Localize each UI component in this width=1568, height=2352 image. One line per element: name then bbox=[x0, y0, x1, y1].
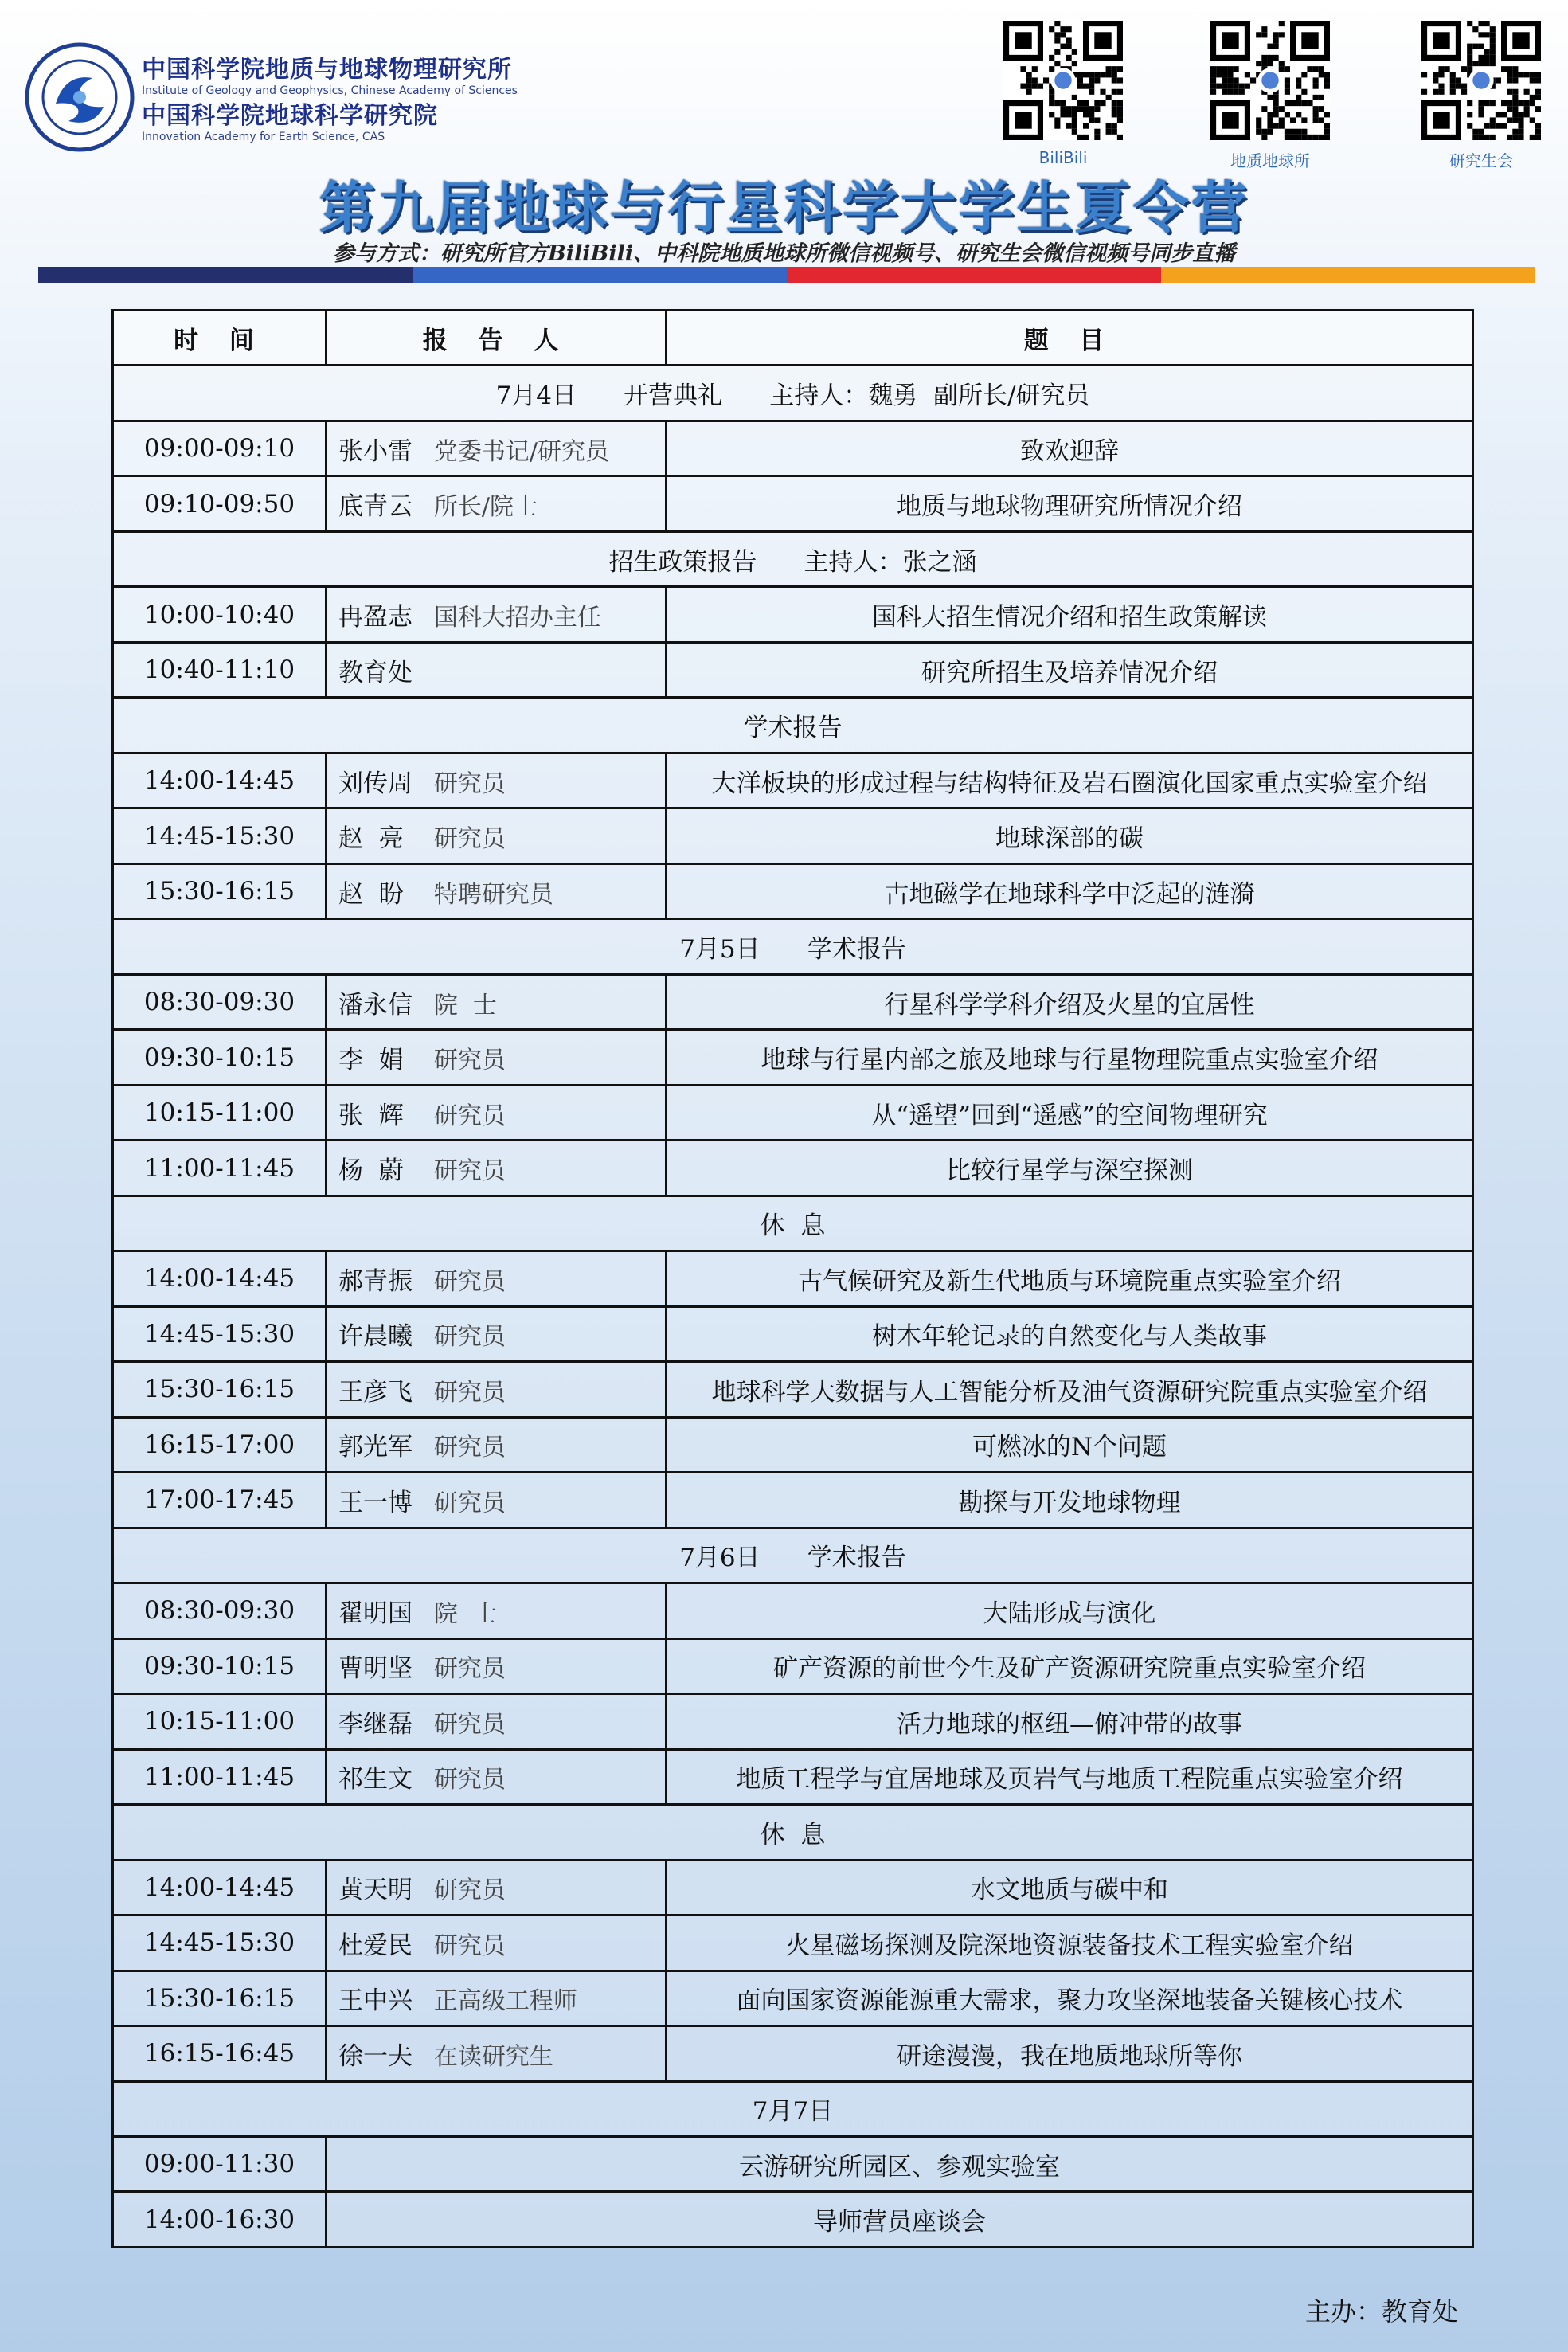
topic-cell: 活力地球的枢纽—俯冲带的故事 bbox=[667, 1694, 1473, 1749]
speaker-cell bbox=[327, 476, 667, 531]
section-row bbox=[113, 531, 1473, 586]
speaker-title: 所长/院士 bbox=[433, 493, 538, 522]
time-cell: 14:45-15:30 bbox=[113, 1916, 327, 1970]
table-row bbox=[113, 1970, 1473, 2025]
institute-2-name-en: Innovation Academy for Earth Science, CAS bbox=[142, 131, 385, 143]
speaker-cell bbox=[327, 2026, 667, 2081]
speaker-cell bbox=[327, 1473, 667, 1528]
section-row bbox=[113, 366, 1473, 421]
section-title: 休 息 bbox=[113, 1805, 1473, 1860]
time-cell: 15:30-16:15 bbox=[113, 1970, 327, 2025]
speaker-name: 李 娟 bbox=[338, 1046, 404, 1075]
time-cell: 14:00-14:45 bbox=[113, 1860, 327, 1915]
section-title: 7月5日 学术报告 bbox=[113, 919, 1473, 974]
speaker-title: 研究员 bbox=[433, 1378, 506, 1407]
speaker-name: 李继磊 bbox=[338, 1709, 413, 1739]
section-title: 招生政策报告 主持人：张之涵 bbox=[113, 531, 1473, 586]
table-row bbox=[113, 2136, 1473, 2191]
topic-cell: 研途漫漫，我在地质地球所等你 bbox=[667, 2026, 1473, 2081]
speaker-cell bbox=[327, 1141, 667, 1196]
table-row bbox=[113, 1583, 1473, 1638]
topic-cell: 可燃冰的N个问题 bbox=[667, 1417, 1473, 1472]
topic-cell: 古地磁学在地球科学中泛起的涟漪 bbox=[667, 863, 1473, 918]
time-cell: 09:30-10:15 bbox=[113, 1030, 327, 1085]
speaker-name: 王中兴 bbox=[338, 1986, 413, 2016]
section-row bbox=[113, 1805, 1473, 1860]
speaker-cell bbox=[327, 421, 667, 475]
topic-cell: 地球科学大数据与人工智能分析及油气资源研究院重点实验室介绍 bbox=[667, 1362, 1473, 1417]
time-cell: 10:00-10:40 bbox=[113, 587, 327, 642]
time-cell: 10:15-11:00 bbox=[113, 1694, 327, 1749]
student-union-qr-code-icon[interactable] bbox=[1421, 21, 1541, 140]
speaker-cell bbox=[327, 808, 667, 863]
speaker-title: 研究员 bbox=[433, 1157, 506, 1185]
wechat-channel-qr-code-icon[interactable] bbox=[1210, 21, 1330, 140]
speaker-name: 潘永信 bbox=[338, 990, 413, 1019]
speaker-cell bbox=[327, 1749, 667, 1804]
speaker-name: 杜爱民 bbox=[338, 1931, 413, 1960]
speaker-name: 赵 亮 bbox=[338, 824, 404, 854]
table-row bbox=[113, 642, 1473, 697]
speaker-title: 研究员 bbox=[433, 1766, 506, 1794]
speaker-cell bbox=[327, 1583, 667, 1638]
topic-cell: 火星磁场探测及院深地资源装备技术工程实验室介绍 bbox=[667, 1916, 1473, 1970]
table-row bbox=[113, 808, 1473, 863]
topic-cell: 水文地质与碳中和 bbox=[667, 1860, 1473, 1915]
topic-cell: 矿产资源的前世今生及矿产资源研究院重点实验室介绍 bbox=[667, 1638, 1473, 1693]
speaker-name: 许晨曦 bbox=[338, 1322, 413, 1352]
topic-cell: 勘探与开发地球物理 bbox=[667, 1473, 1473, 1528]
table-row bbox=[113, 2026, 1473, 2081]
section-row bbox=[113, 1528, 1473, 1583]
speaker-name: 黄天明 bbox=[338, 1876, 413, 1905]
speaker-cell bbox=[327, 1417, 667, 1472]
student-union-qr-label: 研究生会 bbox=[1449, 151, 1513, 170]
speaker-cell bbox=[327, 1860, 667, 1915]
speaker-cell bbox=[327, 642, 667, 697]
time-cell: 14:00-14:45 bbox=[113, 753, 327, 808]
section-row bbox=[113, 919, 1473, 974]
time-cell: 09:30-10:15 bbox=[113, 1638, 327, 1693]
topic-cell: 国科大招生情况介绍和招生政策解读 bbox=[667, 587, 1473, 642]
time-cell: 14:00-16:30 bbox=[113, 2192, 327, 2248]
speaker-name: 杨 蔚 bbox=[338, 1156, 404, 1185]
time-cell: 09:00-11:30 bbox=[113, 2136, 327, 2191]
speaker-title: 研究员 bbox=[433, 1102, 506, 1130]
time-cell: 10:15-11:00 bbox=[113, 1085, 327, 1140]
speaker-name: 张 辉 bbox=[338, 1101, 404, 1130]
table-row bbox=[113, 1638, 1473, 1693]
header-topic: 题 目 bbox=[667, 311, 1473, 366]
institute-1-name-cn: 中国科学院地质与地球物理研究所 bbox=[142, 56, 512, 84]
time-cell: 15:30-16:15 bbox=[113, 1362, 327, 1417]
time-cell: 10:40-11:10 bbox=[113, 642, 327, 697]
time-cell: 16:15-17:00 bbox=[113, 1417, 327, 1472]
speaker-cell bbox=[327, 1251, 667, 1306]
institute-1 bbox=[142, 49, 518, 97]
table-row bbox=[113, 1749, 1473, 1804]
topic-cell: 云游研究所园区、参观实验室 bbox=[327, 2136, 1473, 2191]
speaker-cell bbox=[327, 753, 667, 808]
speaker-name: 王彦飞 bbox=[338, 1377, 413, 1407]
table-row bbox=[113, 1251, 1473, 1306]
bilibili-qr-label: BiliBili bbox=[1038, 148, 1088, 167]
speaker-name: 王一博 bbox=[338, 1488, 413, 1517]
topic-cell: 地球深部的碳 bbox=[667, 808, 1473, 863]
speaker-name: 底青云 bbox=[338, 492, 413, 522]
speaker-cell bbox=[327, 1362, 667, 1417]
speaker-name: 翟明国 bbox=[338, 1599, 413, 1628]
speaker-title: 在读研究生 bbox=[433, 2042, 553, 2071]
speaker-title: 国科大招办主任 bbox=[433, 604, 601, 632]
time-cell: 08:30-09:30 bbox=[113, 1583, 327, 1638]
page-subtitle: 参与方式：研究所官方BiliBili、中科院地质地球所微信视频号、研究生会微信视频号同步直播 bbox=[332, 241, 1236, 266]
section-title: 7月6日 学术报告 bbox=[113, 1528, 1473, 1583]
speaker-title: 党委书记/研究员 bbox=[433, 437, 609, 466]
color-bar-segment bbox=[413, 267, 787, 283]
topic-cell: 大洋板块的形成过程与结构特征及岩石圈演化国家重点实验室介绍 bbox=[667, 753, 1473, 808]
topic-cell: 研究所招生及培养情况介绍 bbox=[667, 642, 1473, 697]
section-title: 休 息 bbox=[113, 1196, 1473, 1250]
section-title: 学术报告 bbox=[113, 698, 1473, 753]
topic-cell: 行星科学学科介绍及火星的宜居性 bbox=[667, 974, 1473, 1029]
speaker-name: 郭光军 bbox=[338, 1433, 413, 1462]
speaker-title: 研究员 bbox=[433, 1655, 506, 1684]
table-row bbox=[113, 587, 1473, 642]
speaker-title: 研究员 bbox=[433, 1434, 506, 1462]
speaker-name: 曹明坚 bbox=[338, 1654, 413, 1684]
table-row bbox=[113, 974, 1473, 1029]
topic-cell: 面向国家资源能源重大需求，聚力攻坚深地装备关键核心技术 bbox=[667, 1970, 1473, 2025]
speaker-cell bbox=[327, 587, 667, 642]
speaker-name: 刘传周 bbox=[338, 769, 413, 798]
speaker-title: 院 士 bbox=[433, 991, 497, 1019]
topic-cell: 地质与地球物理研究所情况介绍 bbox=[667, 476, 1473, 531]
speaker-title: 研究员 bbox=[433, 1323, 506, 1352]
speaker-title: 研究员 bbox=[433, 1877, 506, 1905]
speaker-cell bbox=[327, 863, 667, 918]
speaker-name: 徐一夫 bbox=[338, 2041, 413, 2071]
section-title: 7月4日 开营典礼 主持人：魏勇 副所长/研究员 bbox=[113, 366, 1473, 421]
table-row bbox=[113, 1694, 1473, 1749]
table-row bbox=[113, 1030, 1473, 1085]
time-cell: 14:00-14:45 bbox=[113, 1251, 327, 1306]
topic-cell: 地质工程学与宜居地球及页岩气与地质工程院重点实验室介绍 bbox=[667, 1749, 1473, 1804]
table-row bbox=[113, 1860, 1473, 1915]
topic-cell: 大陆形成与演化 bbox=[667, 1583, 1473, 1638]
page-title: 第九届地球与行星科学大学生夏令营 bbox=[319, 175, 1249, 241]
time-cell: 11:00-11:45 bbox=[113, 1141, 327, 1196]
table-row bbox=[113, 1473, 1473, 1528]
table-row bbox=[113, 1362, 1473, 1417]
speaker-name: 郝青振 bbox=[338, 1266, 413, 1296]
topic-cell: 古气候研究及新生代地质与环境院重点实验室介绍 bbox=[667, 1251, 1473, 1306]
time-cell: 15:30-16:15 bbox=[113, 863, 327, 918]
organizer: 主办：教育处 bbox=[1304, 2296, 1458, 2327]
section-row bbox=[113, 2081, 1473, 2136]
schedule-table bbox=[111, 309, 1474, 2248]
table-row bbox=[113, 2192, 1473, 2248]
speaker-cell bbox=[327, 1916, 667, 1970]
speaker-name: 教育处 bbox=[338, 658, 413, 687]
topic-cell: 地球与行星内部之旅及地球与行星物理院重点实验室介绍 bbox=[667, 1030, 1473, 1085]
speaker-title: 研究员 bbox=[433, 825, 506, 854]
table-row bbox=[113, 1141, 1473, 1196]
table-row bbox=[113, 421, 1473, 475]
bilibili-qr-code-icon[interactable] bbox=[1003, 21, 1123, 140]
topic-cell: 树木年轮记录的自然变化与人类故事 bbox=[667, 1306, 1473, 1361]
time-cell: 09:00-09:10 bbox=[113, 421, 327, 475]
header-speaker: 报 告 人 bbox=[327, 311, 667, 366]
table-row bbox=[113, 863, 1473, 918]
section-row bbox=[113, 698, 1473, 753]
table-row bbox=[113, 476, 1473, 531]
section-title: 7月7日 bbox=[113, 2081, 1473, 2136]
table-header-row bbox=[113, 311, 1473, 366]
time-cell: 14:45-15:30 bbox=[113, 1306, 327, 1361]
speaker-title: 研究员 bbox=[433, 1710, 506, 1739]
color-bar-segment bbox=[38, 267, 413, 283]
speaker-name: 祁生文 bbox=[338, 1765, 413, 1794]
wechat-channel-qr-label: 地质地球所 bbox=[1230, 151, 1310, 170]
speaker-cell bbox=[327, 1970, 667, 2025]
institute-1-name-en: Institute of Geology and Geophysics, Chinese Academy of Sciences bbox=[142, 84, 518, 97]
topic-cell: 致欢迎辞 bbox=[667, 421, 1473, 475]
speaker-cell bbox=[327, 974, 667, 1029]
time-cell: 16:15-16:45 bbox=[113, 2026, 327, 2081]
table-row bbox=[113, 1306, 1473, 1361]
table-row bbox=[113, 1916, 1473, 1970]
speaker-title: 研究员 bbox=[433, 769, 506, 798]
time-cell: 14:45-15:30 bbox=[113, 808, 327, 863]
table-row bbox=[113, 753, 1473, 808]
table-row bbox=[113, 1085, 1473, 1140]
speaker-title: 院 士 bbox=[433, 1599, 497, 1628]
section-row bbox=[113, 1196, 1473, 1250]
time-cell: 17:00-17:45 bbox=[113, 1473, 327, 1528]
time-cell: 08:30-09:30 bbox=[113, 974, 327, 1029]
speaker-cell bbox=[327, 1085, 667, 1140]
institute-logo-icon bbox=[24, 41, 135, 153]
speaker-name: 赵 盼 bbox=[338, 879, 404, 909]
speaker-cell bbox=[327, 1306, 667, 1361]
time-cell: 11:00-11:45 bbox=[113, 1749, 327, 1804]
speaker-title: 研究员 bbox=[433, 1267, 506, 1296]
color-bar-segment bbox=[787, 267, 1161, 283]
institute-2-name-cn: 中国科学院地球科学研究院 bbox=[142, 102, 438, 130]
speaker-cell bbox=[327, 1030, 667, 1085]
table-row bbox=[113, 1417, 1473, 1472]
header-time: 时 间 bbox=[113, 311, 327, 366]
topic-cell: 比较行星学与深空探测 bbox=[667, 1141, 1473, 1196]
speaker-cell bbox=[327, 1694, 667, 1749]
color-bar-segment bbox=[1161, 267, 1535, 283]
speaker-name: 张小雷 bbox=[338, 436, 413, 466]
time-cell: 09:10-09:50 bbox=[113, 476, 327, 531]
speaker-cell bbox=[327, 1638, 667, 1693]
institute-2 bbox=[142, 96, 438, 143]
speaker-title: 特聘研究员 bbox=[433, 880, 553, 909]
topic-cell: 导师营员座谈会 bbox=[327, 2192, 1473, 2248]
speaker-title: 研究员 bbox=[433, 1931, 506, 1960]
speaker-name: 冉盈志 bbox=[338, 603, 413, 632]
topic-cell: 从“遥望”回到“遥感”的空间物理研究 bbox=[667, 1085, 1473, 1140]
speaker-title: 研究员 bbox=[433, 1047, 506, 1075]
speaker-title: 研究员 bbox=[433, 1489, 506, 1517]
speaker-title: 正高级工程师 bbox=[433, 1987, 577, 2016]
